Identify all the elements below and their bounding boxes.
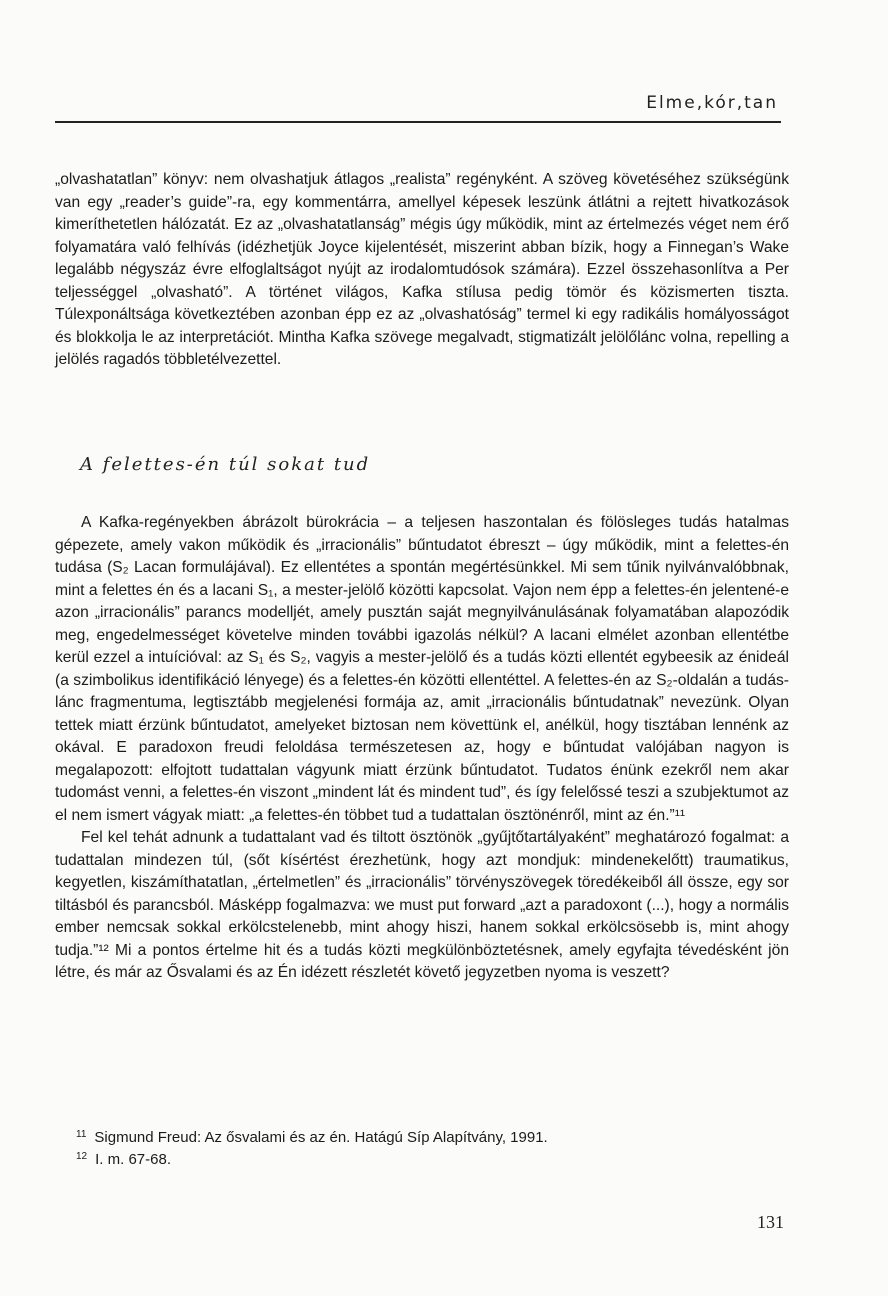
footnote-text: Sigmund Freud: Az ősvalami és az én. Hatágú Síp Alapítvány, 1991. bbox=[94, 1129, 548, 1146]
footnotes bbox=[76, 1127, 776, 1171]
intro-paragraph-block bbox=[55, 169, 789, 372]
footnote-number: 11 bbox=[76, 1129, 87, 1140]
running-header: Elme,kór,tan bbox=[646, 93, 778, 113]
page-number: 131 bbox=[757, 1212, 784, 1232]
section-heading: A felettes-én túl sokat tud bbox=[80, 454, 371, 475]
footnote-number: 12 bbox=[76, 1151, 88, 1162]
body-paragraph-2: Fel kel tehát adnunk a tudattalant vad és tiltott ösztönök „gyűjtőtartályaként” meghatározó fogalmat: a tudattalan mindezen túl, (sőt kísértést érezhetünk, hogy azt mondjuk: mindenekelőtt) traumatikus, kegyetlen, kiszámíthatatlan, „értelmetlen” és „irracionális” törvényszövegek töredékeiből áll össze, egy sor tiltásból és parancsból. Másképp fogalmazva: we must put forward „azt a paradoxont (...), hogy a normális ember nemcsak sokkal erkölcstelenebb, mint ahogy hiszi, hanem sokkal erkölcsösebb is, mint ahogy tudja.”¹² Mi a pontos értelme hit és a tudás közti megkülönböztetésnek, amely egyfajta tévedésként jön létre, és már az Ősvalami és az Én idézett részletét követő jegyzetben nyoma is veszett? bbox=[55, 829, 789, 981]
body-paragraph-1: A Kafka-regényekben ábrázolt bürokrácia – a teljesen haszontalan és fölösleges tudás hatalmas gépezete, amely vakon működik és „irracionális” bűntudatot ébreszt – úgy működik, mint a felettes-én tudása (S₂ Lacan formulájával). Ez ellentétes a spontán megértésünkkel. Mi sem tűnik nyilvánvalóbbnak, mint a felettes én és a lacani S₁, a mester-jelölő közötti kapcsolat. Vajon nem épp a felettes-én jelentené-e azon „irracionális” parancs modelljét, amely pusztán saját megnyilvánulásának folyamatában alapozódik meg, engedelmességet követelve minden további igazolás nélkül? A lacani elmélet azonban ellentétbe kerül ezzel a intuícióval: az S₁ és S₂, vagyis a mester-jelölő és a tudás közti ellentét egybeesik az énideál (a szimbolikus identifikáció lényege) és a felettes-én közötti ellentéttel. A felettes-én az S₂-oldalán a tudás-lánc fragmentuma, legtisztább megjelenési formája az, amit „irracionális bűntudatnak” nevezünk. Olyan tettek miatt érzünk bűntudatot, amelyeket biztosan nem követtünk el, anélkül, hogy tisztában lennénk az okával. E paradoxon freudi feloldása természetesen az, hogy e bűntudat valójában nagyon is megalapozott: elfojtott tudattalan vágyunk miatt érzünk bűntudatot. Tudatos énünk ezekről nem akar tudomást venni, a felettes-én viszont „mindent lát és mindent tud”, és így felelőssé teszi a szubjektumot az el nem ismert vágyak miatt: „a felettes-én többet tud a tudattalan ösztönénről, mint az én.”¹¹ bbox=[55, 514, 789, 824]
main-text-block bbox=[55, 512, 789, 985]
footnote-11 bbox=[76, 1127, 776, 1149]
footnote-text: I. m. 67-68. bbox=[95, 1151, 171, 1168]
header-rule bbox=[55, 121, 781, 123]
intro-paragraph: „olvashatatlan” könyv: nem olvashatjuk átlagos „realista” regényként. A szöveg követéséhez szükségünk van egy „reader’s guide”-ra, egy kommentárra, amellyel képesek leszünk átlátni a rejtett hivatkozások kimeríthetetlen hálózatát. Ez az „olvashatatlanság” mégis úgy működik, mint az értelmezés véget nem érő folyamatára való felhívás (idézhetjük Joyce kijelentését, miszerint abban bízik, hogy a Finnegan’s Wake legalább négyszáz évre elfoglaltságot nyújt az irodalomtudósok számára). Ezzel összehasonlítva a Per teljességgel „olvasható”. A történet világos, Kafka stílusa pedig tömör és közismerten tiszta. Túlexponáltsága következtében azonban épp ez az „olvashatóság” termel ki egy radikális homályosságot és blokkolja le az interpretációt. Mintha Kafka szövege megalvadt, stigmatizált jelölőlánc volna, repelling a jelölés ragadós többletélvezettel. bbox=[55, 171, 789, 368]
footnote-12 bbox=[76, 1149, 776, 1171]
